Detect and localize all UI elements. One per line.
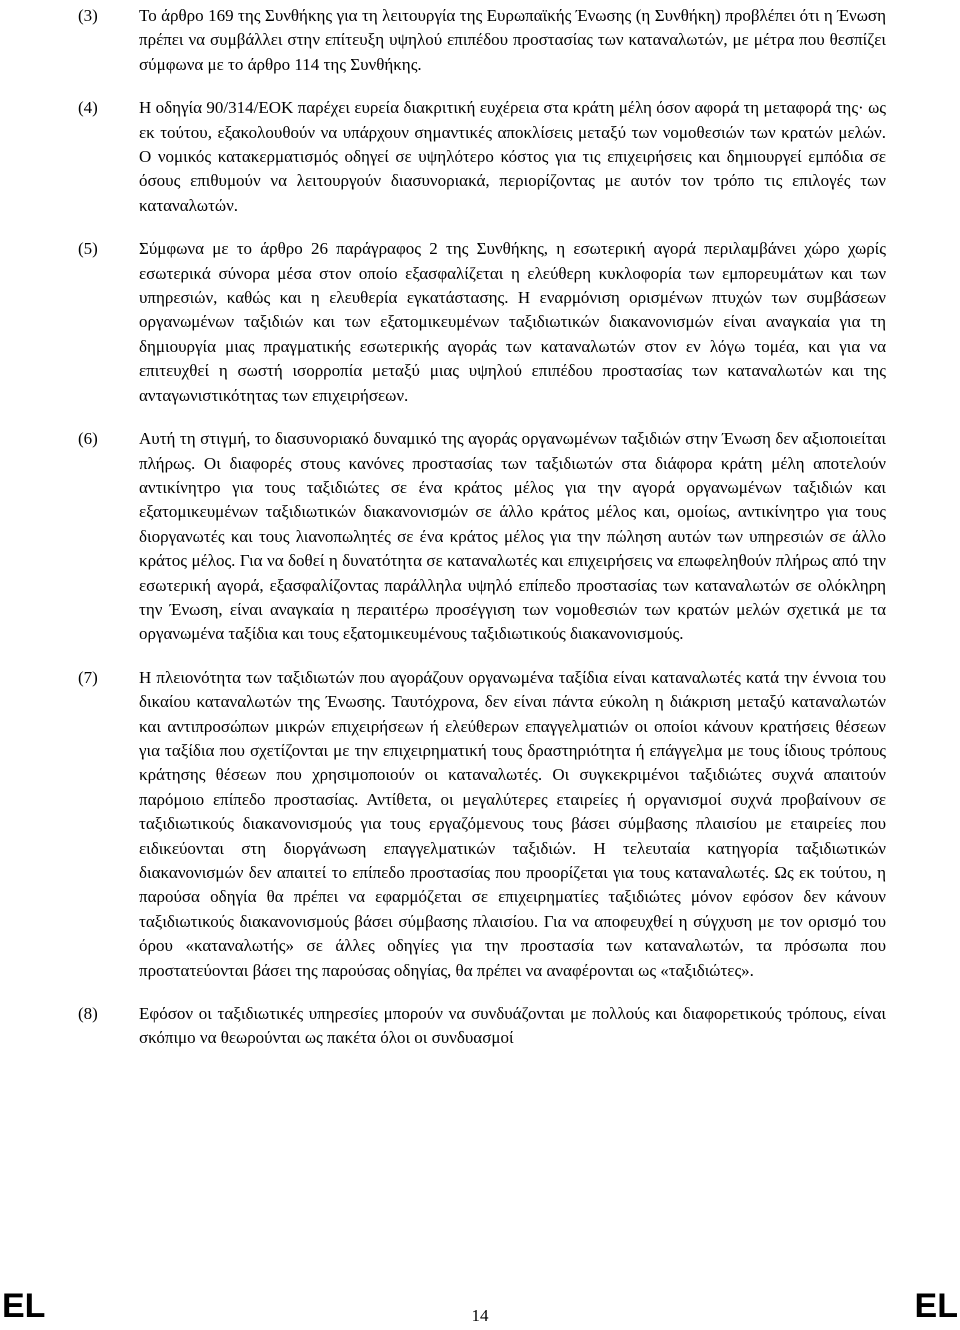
- recital-text: Σύμφωνα με το άρθρο 26 παράγραφος 2 της Συνθήκης, η εσωτερική αγορά περιλαμβάνει χώρο χωρίς εσωτερικά σύνορα μέσα στον οποίο εξασφαλίζεται η ελεύθερη κυκλοφορία των εμπορευμάτων και των υπηρεσιών, καθώς και η ελευθερία εγκατάστασης. Η εναρμόνιση ορισμένων πτυχών των συμβάσεων οργανωμένων ταξιδιών και των εξατομικευμένων ταξιδιωτικών διακανονισμών είναι αναγκαία για τη δημιουργία μιας πραγματικής εσωτερικής αγοράς των καταναλωτών στον εν λόγω τομέα, και για να επιτευχθεί η σωστή ισορροπία μεταξύ μιας υψηλού επιπέδου προστασίας των καταναλωτών και της ανταγωνιστικότητας των επιχειρήσεων.: [139, 239, 886, 405]
- recital-4: [78, 96, 886, 218]
- recital-number: (3): [78, 6, 98, 25]
- recital-number: (5): [78, 239, 98, 259]
- document-body: [78, 4, 886, 1070]
- recital-5: [78, 237, 886, 408]
- recital-text: Η οδηγία 90/314/ΕΟΚ παρέχει ευρεία διακριτική ευχέρεια στα κράτη μέλη όσον αφορά τη μεταφορά της· ως εκ τούτου, εξακολουθούν να υπάρχουν σημαντικές αποκλίσεις μεταξύ των νομοθεσιών των κρατών μελών. Ο νομικός κατακερματισμός οδηγεί σε υψηλότερο κόστος για τις επιχειρήσεις και δημιουργεί εμπόδια σε όσους επιθυμούν να λειτουργούν διασυνοριακά, περιορίζοντας με αυτόν τον τρόπο τις επιλογές των καταναλωτών.: [139, 98, 886, 215]
- page-number: 14: [471, 1306, 489, 1325]
- recital-6: [78, 427, 886, 647]
- footer-language-code-left: EL: [2, 1287, 46, 1325]
- recital-number: (7): [78, 667, 98, 687]
- footer-language-code-right: EL: [914, 1287, 958, 1325]
- recital-7: [78, 666, 886, 983]
- recital-number: (6): [78, 429, 98, 449]
- recital-text: Αυτή τη στιγμή, το διασυνοριακό δυναμικό της αγοράς οργανωμένων ταξιδιών στην Ένωση δεν αξιοποιείται πλήρως. Οι διαφορές στους κανόνες προστασίας των ταξιδιωτών στα διάφορα κράτη μέλη αποτελούν αντικίνητρο για τους ταξιδιώτες σε ένα κράτος μέλος για την αγορά οργανωμένων ταξιδιών και εξατομικευμένων ταξιδιωτικών διακανονισμών σε άλλο κράτος μέλος και, ομοίως, αντικίνητρο για τους διοργανωτές και τους λιανοπωλητές σε ένα κράτος μέλος για την πώληση αυτών των υπηρεσιών σε άλλο κράτος μέλος. Για να δοθεί η δυνατότητα σε καταναλωτές και επιχειρήσεις να επωφεληθούν πλήρως από την εσωτερική αγορά, εξασφαλίζοντας παράλληλα υψηλό επίπεδο προστασίας των καταναλωτών σε ολόκληρη την Ένωση, είναι αναγκαία η περαιτέρω προσέγγιση των νομοθεσιών των κρατών μελών σχετικά με τα οργανωμένα ταξίδια και τους εξατομικευμένους ταξιδιωτικούς διακανονισμούς.: [139, 429, 886, 644]
- recital-number: (4): [78, 98, 98, 118]
- recital-text: Το άρθρο 169 της Συνθήκης για τη λειτουργία της Ευρωπαϊκής Ένωσης (η Συνθήκη) προβλέπει ότι η Ένωση πρέπει να συμβάλλει στην επίτευξη υψηλού επιπέδου προστασίας των καταναλωτών, με μέτρα που θεσπίζει σύμφωνα με το άρθρο 114 της Συνθήκης.: [139, 6, 886, 74]
- recital-text: Εφόσον οι ταξιδιωτικές υπηρεσίες μπορούν να συνδυάζονται με πολλούς και διαφορετικούς τρόπους, είναι σκόπιμο να θεωρούνται ως πακέτα όλοι οι συνδυασμοί: [139, 1004, 886, 1048]
- recital-text: Η πλειονότητα των ταξιδιωτών που αγοράζουν οργανωμένα ταξίδια είναι καταναλωτές κατά την έννοια του δικαίου καταναλωτών της Ένωσης. Ταυτόχρονα, δεν είναι πάντα εύκολη η διάκριση μεταξύ καταναλωτών και αντιπροσώπων μικρών επιχειρήσεων ή ελεύθερων επαγγελματιών οι οποίοι κάνουν κρατήσεις θέσεων για ταξίδια που σχετίζονται με την επιχειρηματική τους δραστηριότητα ή επάγγελμα με τους ίδιους τρόπους κράτησης θέσεων που χρησιμοποιούν οι καταναλωτές. Οι συγκεκριμένοι ταξιδιώτες συχνά απαιτούν παρόμοιο επίπεδο προστασίας. Αντίθετα, οι μεγαλύτερες εταιρείες ή οργανισμοί συχνά προβαίνουν σε ταξιδιωτικούς διακανονισμούς για τους εργαζόμενους τους βάσει σύμβασης πλαισίου με εταιρείες που ειδικεύονται στη διοργάνωση επαγγελματικών ταξιδιών. Η τελευταία κατηγορία ταξιδιωτικών διακανονισμών δεν απαιτεί το επίπεδο προστασίας που προορίζεται για τους καταναλωτές. Ως εκ τούτου, η παρούσα οδηγία θα πρέπει να εφαρμόζεται σε επιχειρηματίες ταξιδιώτες μόνον εφόσον δεν κάνουν ταξιδιωτικούς διακανονισμούς βάσει σύμβασης πλαισίου. Για να αποφευχθεί η σύγχυση με τον ορισμό του όρου «καταναλωτής» σε άλλες οδηγίες για την προστασία των καταναλωτών, τα πρόσωπα που προστατεύονται βάσει της παρούσας οδηγίας, θα πρέπει να αναφέρονται ως «ταξιδιώτες».: [139, 667, 886, 980]
- recital-number: (8): [78, 1004, 98, 1024]
- recital-3: [78, 4, 886, 77]
- recital-8: [78, 1002, 886, 1051]
